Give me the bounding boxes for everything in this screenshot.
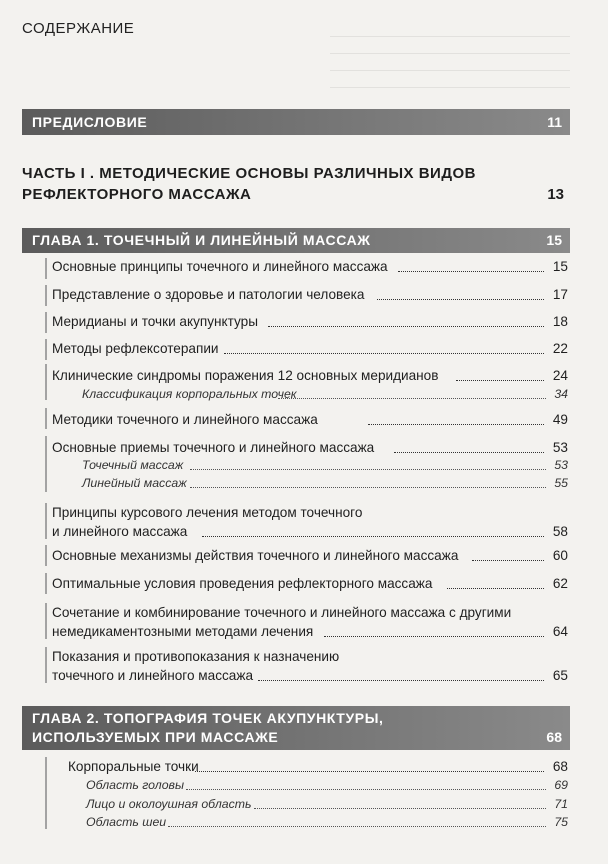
toc-subentry[interactable] [82,474,568,491]
toc-entry[interactable] [52,311,568,331]
toc-subentry-page: 34 [554,387,568,401]
group-rule [45,408,47,429]
toc-entry-text: Основные принципы точечного и линейного массажа [52,259,388,274]
toc-entry[interactable] [52,437,568,457]
chapter-2-title-line-2: ИСПОЛЬЗУЕМЫХ ПРИ МАССАЖЕ [32,729,279,745]
toc-entry[interactable] [52,256,568,276]
toc-entry-text-line-2: немедикаментозными методами лечения [52,624,314,639]
chapter-1-bar[interactable] [22,228,570,253]
toc-subentry-text: Область головы [86,778,184,792]
toc-subentry[interactable] [82,456,568,473]
toc-entry-text-line-1: Сочетание и комбинирование точечного и линейного массажа с другими [52,605,512,620]
dot-leader [394,452,544,453]
toc-entry-page: 64 [552,624,568,639]
group-rule [45,285,47,306]
group-rule [45,503,47,539]
group-rule [45,312,47,333]
toc-subentry-page: 53 [554,458,568,472]
dot-leader [278,398,546,399]
dot-leader [398,271,544,272]
toc-entry[interactable] [52,338,568,358]
toc-entry-text: Меридианы и точки акупунктуры [52,314,259,329]
toc-subentry-text: Классификация корпоральных точек [82,387,297,401]
toc-entry[interactable] [52,603,568,641]
dot-leader [447,588,544,589]
toc-entry-text-line-1: Показания и противопоказания к назначению [52,649,340,664]
dot-leader [190,469,546,470]
toc-entry-page: 62 [552,576,568,591]
toc-entry-page: 49 [552,412,568,427]
dot-leader [472,560,544,561]
toc-entry[interactable] [52,545,568,565]
dot-leader [324,636,544,637]
dot-leader [190,487,546,488]
chapter-2-page: 68 [546,729,562,745]
preface-title: ПРЕДИСЛОВИЕ [32,114,148,130]
part-1-page: 13 [547,186,564,203]
preface-bar[interactable] [22,109,570,135]
toc-subentry-page: 69 [554,778,568,792]
toc-entry-page: 18 [552,314,568,329]
part-1-title[interactable] [22,163,476,205]
toc-entry-text: Основные приемы точечного и линейного массажа [52,440,375,455]
group-rule [45,573,47,594]
toc-entry[interactable] [68,756,568,776]
chapter-1-page: 15 [546,232,562,248]
chapter-2-title-line-1: ГЛАВА 2. ТОПОГРАФИЯ ТОЧЕК АКУПУНКТУРЫ, [32,710,384,726]
toc-entry-text-line-2: и линейного массажа [52,524,188,539]
bleed-through [330,28,570,118]
toc-subentry[interactable] [86,776,568,793]
toc-entry[interactable] [52,365,568,385]
toc-entry-text-line-2: точечного и линейного массажа [52,668,254,683]
dot-leader [168,826,546,827]
toc-entry-page: 24 [552,368,568,383]
dot-leader [377,299,544,300]
dot-leader [258,680,544,681]
toc-entry[interactable] [52,647,568,685]
toc-subentry-page: 71 [554,797,568,811]
toc-subentry-text: Линейный массаж [82,476,187,490]
toc-subentry-text: Точечный массаж [82,458,184,472]
toc-subentry-page: 55 [554,476,568,490]
toc-entry-page: 65 [552,668,568,683]
toc-entry-text: Оптимальные условия проведения рефлекторного массажа [52,576,433,591]
dot-leader [254,808,546,809]
dot-leader [268,326,544,327]
group-rule [45,757,47,829]
toc-entry-text-line-1: Принципы курсового лечения методом точечного [52,505,363,520]
dot-leader [202,536,544,537]
group-rule [45,436,47,492]
toc-entry-page: 22 [552,341,568,356]
group-rule [45,364,47,400]
toc-entry-page: 68 [552,759,568,774]
group-rule [45,603,47,639]
group-rule [45,545,47,566]
toc-entry-text: Представление о здоровье и патологии человека [52,287,365,302]
toc-entry-page: 60 [552,548,568,563]
toc-subentry-text: Область шеи [86,815,167,829]
page-header: СОДЕРЖАНИЕ [22,20,135,37]
dot-leader [224,353,544,354]
toc-subentry[interactable] [82,385,568,402]
group-rule [45,647,47,683]
toc-entry-text: Основные механизмы действия точечного и линейного массажа [52,548,459,563]
preface-page: 11 [547,114,562,130]
toc-entry-page: 17 [552,287,568,302]
toc-entry-page: 53 [552,440,568,455]
group-rule [45,339,47,360]
toc-entry[interactable] [52,409,568,429]
dot-leader [456,380,544,381]
toc-subentry-page: 75 [554,815,568,829]
part-1-line-1: ЧАСТЬ I . МЕТОДИЧЕСКИЕ ОСНОВЫ РАЗЛИЧНЫХ ВИДОВ [22,165,477,182]
toc-subentry[interactable] [86,813,568,830]
toc-entry-page: 58 [552,524,568,539]
dot-leader [186,789,546,790]
toc-entry-text: Методы рефлексотерапии [52,341,219,356]
toc-entry[interactable] [52,573,568,593]
toc-entry[interactable] [52,503,568,541]
toc-entry-text: Корпоральные точки [68,759,199,774]
toc-subentry-text: Лицо и околоушная область [86,797,252,811]
dot-leader [368,424,544,425]
group-rule [45,258,47,279]
chapter-1-title: ГЛАВА 1. ТОЧЕЧНЫЙ И ЛИНЕЙНЫЙ МАССАЖ [32,232,371,248]
chapter-2-bar[interactable] [22,706,570,750]
dot-leader [195,771,544,772]
toc-entry-page: 15 [552,259,568,274]
toc-entry[interactable] [52,284,568,304]
toc-entry-text: Методики точечного и линейного массажа [52,412,318,427]
part-1-line-2: РЕФЛЕКТОРНОГО МАССАЖА [22,186,252,203]
toc-subentry[interactable] [86,795,568,812]
toc-entry-text: Клинические синдромы поражения 12 основных меридианов [52,368,439,383]
